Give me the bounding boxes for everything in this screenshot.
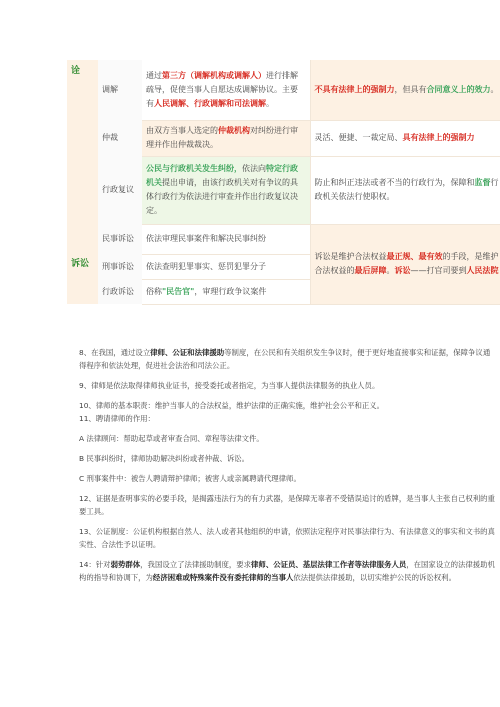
text-run: ，但具有 [394, 84, 427, 94]
text-run: 灵活、便捷、一裁定局、 [314, 133, 403, 142]
text-run: 合同意义上的效力 [426, 84, 491, 94]
description-cell: 依法查明犯罪事实、惩罚犯罪分子 [142, 254, 310, 279]
text-run: 8、在我国，通过设立 [79, 348, 151, 357]
text-run: 特定行政机关 [146, 164, 298, 187]
text-run: 弱势群体 [110, 560, 141, 569]
method-cell: 行政复议 [98, 156, 142, 224]
text-run: 律师、公证员、基层法律工作者等法律服务人员 [251, 560, 407, 569]
text-run: 提出申请，由该行政机关对有争议的具体行政行为依法进行审查并作出行政复议决定。 [146, 178, 298, 215]
paragraph [79, 432, 495, 445]
text-run: A 法律顾问：帮助起草或者审查合同、章程等法律文件。 [79, 434, 264, 443]
text-run: 诉讼 [394, 266, 411, 275]
description-cell [142, 156, 310, 224]
text-run: 防止和纠正违法或者不当的行政行为，保障和 [314, 178, 475, 187]
text-run: 最正规、最有效 [386, 252, 443, 261]
paragraph [79, 472, 495, 485]
description-cell [142, 120, 310, 156]
text-run: 10、律师的基本职责：维护当事人的合法权益，维护法律的正确实施，维护社会公平和正义。 [79, 401, 385, 410]
text-run: 13、公证制度：公证机构根据自然人、法人或者其他组织的申请，依照法定程序对民事法律行为、有法律意义的事实和文书的真实性、合法性予以证明。 [79, 527, 495, 549]
text-run: 由双方当事人选定的 [146, 126, 218, 135]
text-run: ——打官司要到 [410, 266, 467, 275]
notes-section [79, 346, 495, 591]
text-run: 人民法院 [466, 266, 499, 275]
method-cell: 仲裁 [98, 120, 142, 156]
paragraph [79, 558, 495, 584]
text-run: 对纠纷进行审理并作出仲裁裁决。 [146, 126, 298, 149]
text-run: 12、证据是查明事实的必要手段，是揭露违法行为的有力武器，是保障无辜者不受错误追讨的盾牌，是当事人主张自己权利的重要工具。 [79, 494, 495, 516]
text-run: 不具有法律上的强制力 [314, 84, 395, 94]
feature-cell [310, 120, 500, 156]
text-run: 人民调解、行政调解和司法调解 [154, 98, 266, 108]
text-run: 诉讼是维护合法权益 [314, 252, 387, 261]
text-run: 的手段，是维护合法权益的 [314, 252, 499, 275]
table-row [67, 224, 500, 254]
paragraph [79, 399, 495, 412]
text-run: 行政机关依法行使职权。 [314, 178, 499, 201]
text-run: 依法向 [242, 164, 266, 173]
description-cell [142, 60, 310, 120]
method-cell: 刑事诉讼 [98, 254, 142, 279]
text-run: 通过 [146, 70, 162, 80]
text-run: 最后屏障 [354, 266, 387, 275]
method-cell: 调解 [98, 60, 142, 120]
text-run: 。 [386, 266, 395, 275]
text-run: 经济困难或特殊案件没有委托律师的当事人 [152, 573, 294, 582]
paragraph [79, 492, 495, 518]
text-run: B 民事纠纷时，律师协助解决纠纷或者仲裁、诉讼。 [79, 454, 250, 463]
paragraph [79, 412, 495, 425]
text-run: 进行排解疏导，促使当事人自愿达成调解协议。主要有 [146, 70, 298, 108]
table-row [67, 156, 500, 224]
feature-cell [310, 224, 500, 304]
text-run: ，在国家设立的法律援助机构的指导和协调下，为 [79, 560, 495, 582]
text-run: ，审理行政争议案件 [194, 286, 267, 296]
text-run: ，我国设立了法律援助制度，要求 [140, 560, 252, 569]
text-run: 依法提供法律援助，以切实维护公民的诉讼权利。 [293, 573, 456, 582]
method-cell: 民事诉讼 [98, 224, 142, 254]
paragraph [79, 346, 495, 372]
text-run: 具有法律上的强制力 [402, 133, 475, 142]
text-run: 等制度，在公民和有关组织发生争议时，便于更好地直接事实和证据，保障争议通得程序和依法处理，促进社会法治和司法公正。 [79, 348, 491, 370]
category-cell: 诠 [67, 60, 98, 224]
text-run: C 刑事案件中：被告人聘请辩护律师；被害人或亲属聘请代理律师。 [79, 474, 301, 483]
text-run: 律师、公证和法律援助 [150, 348, 225, 357]
text-run: "民告官" [162, 286, 195, 296]
text-run: 9、律师是依法取得律师执业证书，接受委托或者指定，为当事人提供法律服务的执业人员。 [79, 381, 380, 390]
text-run: 。 [266, 98, 274, 108]
text-run: 俗称 [146, 286, 162, 296]
text-run: 仲裁机构 [218, 126, 250, 135]
dispute-resolution-table [67, 60, 500, 305]
paragraph [79, 379, 495, 392]
text-run: 11、聘请律师的作用： [79, 414, 155, 423]
table-row [67, 120, 500, 156]
feature-cell [310, 156, 500, 224]
description-cell: 依法审理民事案件和解决民事纠纷 [142, 224, 310, 254]
table-row [67, 60, 500, 120]
text-run: 。 [490, 84, 499, 94]
text-run: 公民与行政机关发生纠纷， [146, 164, 242, 173]
paragraph [79, 452, 495, 465]
description-cell [142, 279, 310, 304]
feature-cell [310, 60, 500, 120]
text-run: 14：针对 [79, 560, 111, 569]
paragraph [79, 525, 495, 551]
text-run: 第三方（调解机构或调解人） [162, 70, 266, 80]
text-run: 监督 [474, 178, 491, 187]
method-cell: 行政诉讼 [98, 279, 142, 304]
category-cell: 诉讼 [67, 224, 98, 304]
